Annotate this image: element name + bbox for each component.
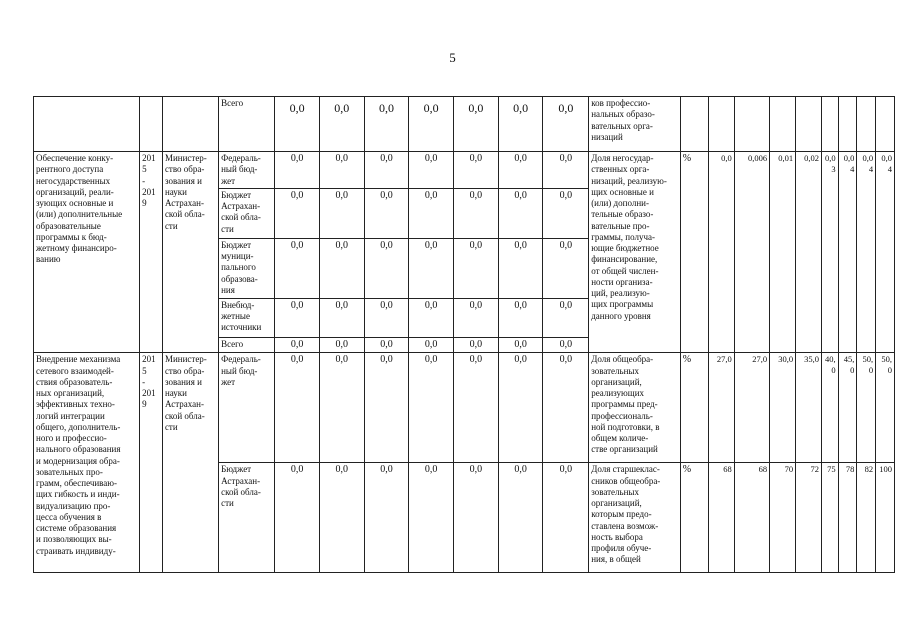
source-cell: Федераль- ный бюд- жет: [219, 353, 275, 463]
amount-cell: 0,0: [498, 152, 543, 189]
amount-cell: 0,0: [275, 337, 320, 353]
activity-cell: Внедрение механизма сетевого взаимодей- ствия образователь- ных организаций, эффективных техно- логий интеграции общего, дополнитель- ного и профессио- нального образования и модернизация обра- зовательных про- грамм, обеспечиваю- щих гибкость и инди- видуализацию про- цесса обучения в системе образования и позволяющих вы- страивать индивиду-: [34, 353, 140, 573]
target-cell: 78: [838, 463, 857, 573]
amount-cell: 0,0: [454, 97, 499, 152]
target-cell: 40,0: [822, 353, 839, 463]
unit-cell: %: [680, 463, 708, 573]
executor-cell: [162, 97, 218, 152]
amount-cell: 0,0: [319, 152, 364, 189]
amount-cell: 0,0: [275, 353, 320, 463]
amount-cell: 0,0: [498, 97, 543, 152]
source-cell: Всего: [219, 337, 275, 353]
source-cell: Федераль- ный бюд- жет: [219, 152, 275, 189]
amount-cell: 0,0: [364, 337, 409, 353]
amount-cell: 0,0: [364, 298, 409, 337]
amount-cell: 0,0: [409, 97, 454, 152]
indicator-cell: Доля старшеклас- сников общеобра- зовательных организаций, которым предо- ставлена возмож- ность выбора профиля обуче- ния, в общей: [589, 463, 681, 573]
amount-cell: 0,0: [543, 188, 589, 238]
target-cell: 0,0: [708, 152, 734, 353]
page-number: 5: [449, 50, 456, 65]
amount-cell: 0,0: [498, 238, 543, 298]
target-cell: 100: [876, 463, 895, 573]
period-cell: 2015 - 2019: [140, 152, 163, 353]
amount-cell: 0,0: [543, 152, 589, 189]
amount-cell: 0,0: [454, 337, 499, 353]
amount-cell: 0,0: [543, 337, 589, 353]
amount-cell: 0,0: [543, 298, 589, 337]
amount-cell: 0,0: [275, 463, 320, 573]
amount-cell: 0,0: [409, 238, 454, 298]
table-row: [34, 97, 895, 152]
amount-cell: 0,0: [454, 353, 499, 463]
activity-cell: Обеспечение конку- рентного доступа негосударственных организаций, реали- зующих основные и (или) дополнительные образовательные программы к бюд- жетному финансиро- ванию: [34, 152, 140, 353]
amount-cell: 0,0: [319, 188, 364, 238]
program-table: [33, 96, 895, 573]
amount-cell: 0,0: [543, 463, 589, 573]
unit-cell: %: [680, 152, 708, 353]
amount-cell: 0,0: [364, 353, 409, 463]
target-cell: 27,0: [708, 353, 734, 463]
amount-cell: 0,0: [364, 188, 409, 238]
target-cell: 0,01: [770, 152, 796, 353]
amount-cell: 0,0: [275, 188, 320, 238]
amount-cell: 0,0: [275, 97, 320, 152]
amount-cell: 0,0: [409, 188, 454, 238]
unit-cell: [680, 97, 708, 152]
target-cell: 0,006: [734, 152, 769, 353]
target-cell: 0,04: [857, 152, 876, 353]
amount-cell: 0,0: [275, 152, 320, 189]
target-cell: 68: [734, 463, 769, 573]
target-cell: 70: [770, 463, 796, 573]
target-cell: 35,0: [796, 353, 822, 463]
source-cell: Бюджет Астрахан- ской обла- сти: [219, 463, 275, 573]
amount-cell: 0,0: [319, 97, 364, 152]
amount-cell: 0,0: [275, 238, 320, 298]
indicator-cell: Доля общеобра- зовательных организаций, реализующих программы пред- профессиональ- ной подготовки, в общем количе- стве организаций: [589, 353, 681, 463]
target-cell: 82: [857, 463, 876, 573]
table-row: [34, 353, 895, 463]
executor-cell: Министер- ство обра- зования и науки Астрахан- ской обла- сти: [162, 152, 218, 353]
amount-cell: 0,0: [543, 353, 589, 463]
target-cell: 68: [708, 463, 734, 573]
source-cell: Всего: [219, 97, 275, 152]
amount-cell: 0,0: [498, 353, 543, 463]
amount-cell: 0,0: [543, 238, 589, 298]
amount-cell: 0,0: [409, 463, 454, 573]
target-cell: 50,0: [876, 353, 895, 463]
target-cell: 75: [822, 463, 839, 573]
target-cell: 50,0: [857, 353, 876, 463]
target-cell: 0,02: [796, 152, 822, 353]
executor-cell: Министер- ство обра- зования и науки Астрахан- ской обла- сти: [162, 353, 218, 573]
period-cell: [140, 97, 163, 152]
amount-cell: 0,0: [454, 463, 499, 573]
target-cell: 30,0: [770, 353, 796, 463]
target-cell: 45,0: [838, 353, 857, 463]
amount-cell: 0,0: [364, 97, 409, 152]
amount-cell: 0,0: [275, 298, 320, 337]
indicator-cell: Доля негосудар- ственных орга- низаций, реализую- щих основные и (или) дополни- тельные образо- вательные про- граммы, получа- ющие бюджетное финансирование, от общей числен- ности организа- ций, реализую- щих программы данного уровня: [589, 152, 681, 353]
amount-cell: 0,0: [409, 353, 454, 463]
amount-cell: 0,0: [319, 463, 364, 573]
amount-cell: 0,0: [364, 463, 409, 573]
amount-cell: 0,0: [454, 152, 499, 189]
amount-cell: 0,0: [498, 298, 543, 337]
amount-cell: 0,0: [454, 188, 499, 238]
amount-cell: 0,0: [319, 353, 364, 463]
table-row: [34, 152, 895, 189]
amount-cell: 0,0: [498, 188, 543, 238]
target-cell: 0,04: [876, 152, 895, 353]
amount-cell: 0,0: [409, 337, 454, 353]
amount-cell: 0,0: [454, 298, 499, 337]
amount-cell: 0,0: [543, 97, 589, 152]
target-cell: 0,04: [838, 152, 857, 353]
amount-cell: 0,0: [364, 152, 409, 189]
amount-cell: 0,0: [498, 337, 543, 353]
period-cell: 2015 - 2019: [140, 353, 163, 573]
amount-cell: 0,0: [364, 238, 409, 298]
source-cell: Бюджет муници- пального образова- ния: [219, 238, 275, 298]
amount-cell: 0,0: [319, 337, 364, 353]
target-cell: 72: [796, 463, 822, 573]
amount-cell: 0,0: [409, 298, 454, 337]
source-cell: Бюджет Астрахан- ской обла- сти: [219, 188, 275, 238]
amount-cell: 0,0: [409, 152, 454, 189]
activity-cell: [34, 97, 140, 152]
amount-cell: 0,0: [319, 298, 364, 337]
target-cell: 0,03: [822, 152, 839, 353]
amount-cell: 0,0: [454, 238, 499, 298]
unit-cell: %: [680, 353, 708, 463]
target-cell: 27,0: [734, 353, 769, 463]
source-cell: Внебюд- жетные источники: [219, 298, 275, 337]
amount-cell: 0,0: [319, 238, 364, 298]
amount-cell: 0,0: [498, 463, 543, 573]
indicator-cell: ков профессио- нальных образо- вательных орга- низаций: [589, 97, 681, 152]
